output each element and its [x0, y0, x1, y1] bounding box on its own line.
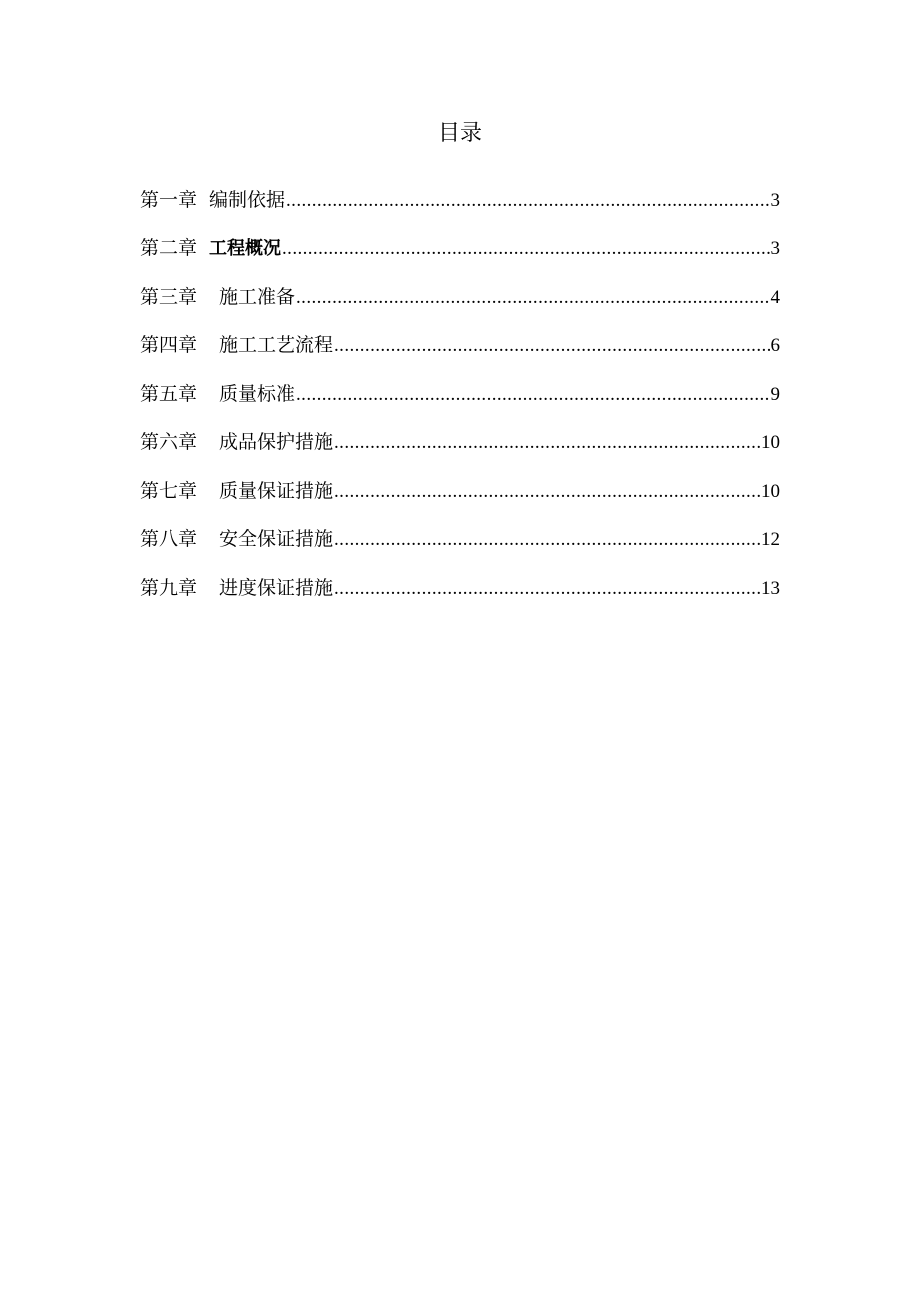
toc-page-number: 10	[761, 480, 780, 502]
toc-page-number: 13	[761, 577, 780, 599]
toc-dot-leader	[334, 330, 769, 362]
toc-page-number: 3	[770, 189, 780, 211]
toc-chapter-title: 施工工艺流程	[219, 335, 334, 356]
toc-entry-7[interactable]	[140, 459, 780, 508]
toc-dot-leader	[286, 185, 769, 217]
page-title: 目录	[437, 121, 482, 146]
toc-chapter-number: 第六章	[140, 432, 198, 453]
toc-page-number: 3	[770, 238, 780, 259]
toc-entry-9[interactable]	[140, 556, 780, 605]
toc-chapter-title: 编制依据	[209, 189, 286, 211]
toc-chapter-number: 第七章	[140, 480, 198, 502]
toc-page-number: 12	[761, 529, 780, 550]
toc-chapter-number: 第八章	[140, 529, 198, 550]
toc-chapter-number: 第四章	[140, 335, 198, 356]
toc-dot-leader	[296, 379, 769, 411]
toc-dot-leader	[334, 524, 760, 556]
toc-entry-5[interactable]	[140, 362, 780, 411]
toc-chapter-number: 第五章	[140, 383, 198, 405]
toc-entry-6[interactable]	[140, 411, 780, 460]
toc-chapter-number: 第三章	[140, 286, 198, 308]
toc-chapter-title: 进度保证措施	[219, 577, 334, 599]
toc-entry-4[interactable]	[140, 314, 780, 363]
toc-chapter-number: 第九章	[140, 577, 198, 599]
toc-dot-leader	[334, 476, 760, 508]
toc-page-number: 4	[770, 286, 780, 308]
toc-chapter-title: 安全保证措施	[219, 529, 334, 550]
toc-chapter-title: 施工准备	[219, 286, 296, 308]
toc-chapter-number: 第二章	[140, 238, 198, 259]
toc-chapter-title: 质量标准	[219, 383, 296, 405]
toc-dot-leader	[282, 233, 769, 265]
toc-entry-1[interactable]	[140, 168, 780, 217]
toc-chapter-title: 工程概况	[209, 238, 282, 259]
toc-dot-leader	[296, 282, 769, 314]
toc-dot-leader	[334, 573, 760, 605]
toc-page-number: 9	[770, 383, 780, 405]
toc-page-number: 10	[761, 432, 780, 453]
table-of-contents	[140, 168, 780, 605]
toc-entry-8[interactable]	[140, 508, 780, 557]
toc-chapter-title: 质量保证措施	[219, 480, 334, 502]
toc-page-number: 6	[770, 335, 780, 356]
toc-chapter-number: 第一章	[140, 189, 198, 211]
toc-entry-2[interactable]	[140, 217, 780, 266]
toc-entry-3[interactable]	[140, 265, 780, 314]
toc-dot-leader	[334, 427, 760, 459]
toc-chapter-title: 成品保护措施	[219, 432, 334, 453]
